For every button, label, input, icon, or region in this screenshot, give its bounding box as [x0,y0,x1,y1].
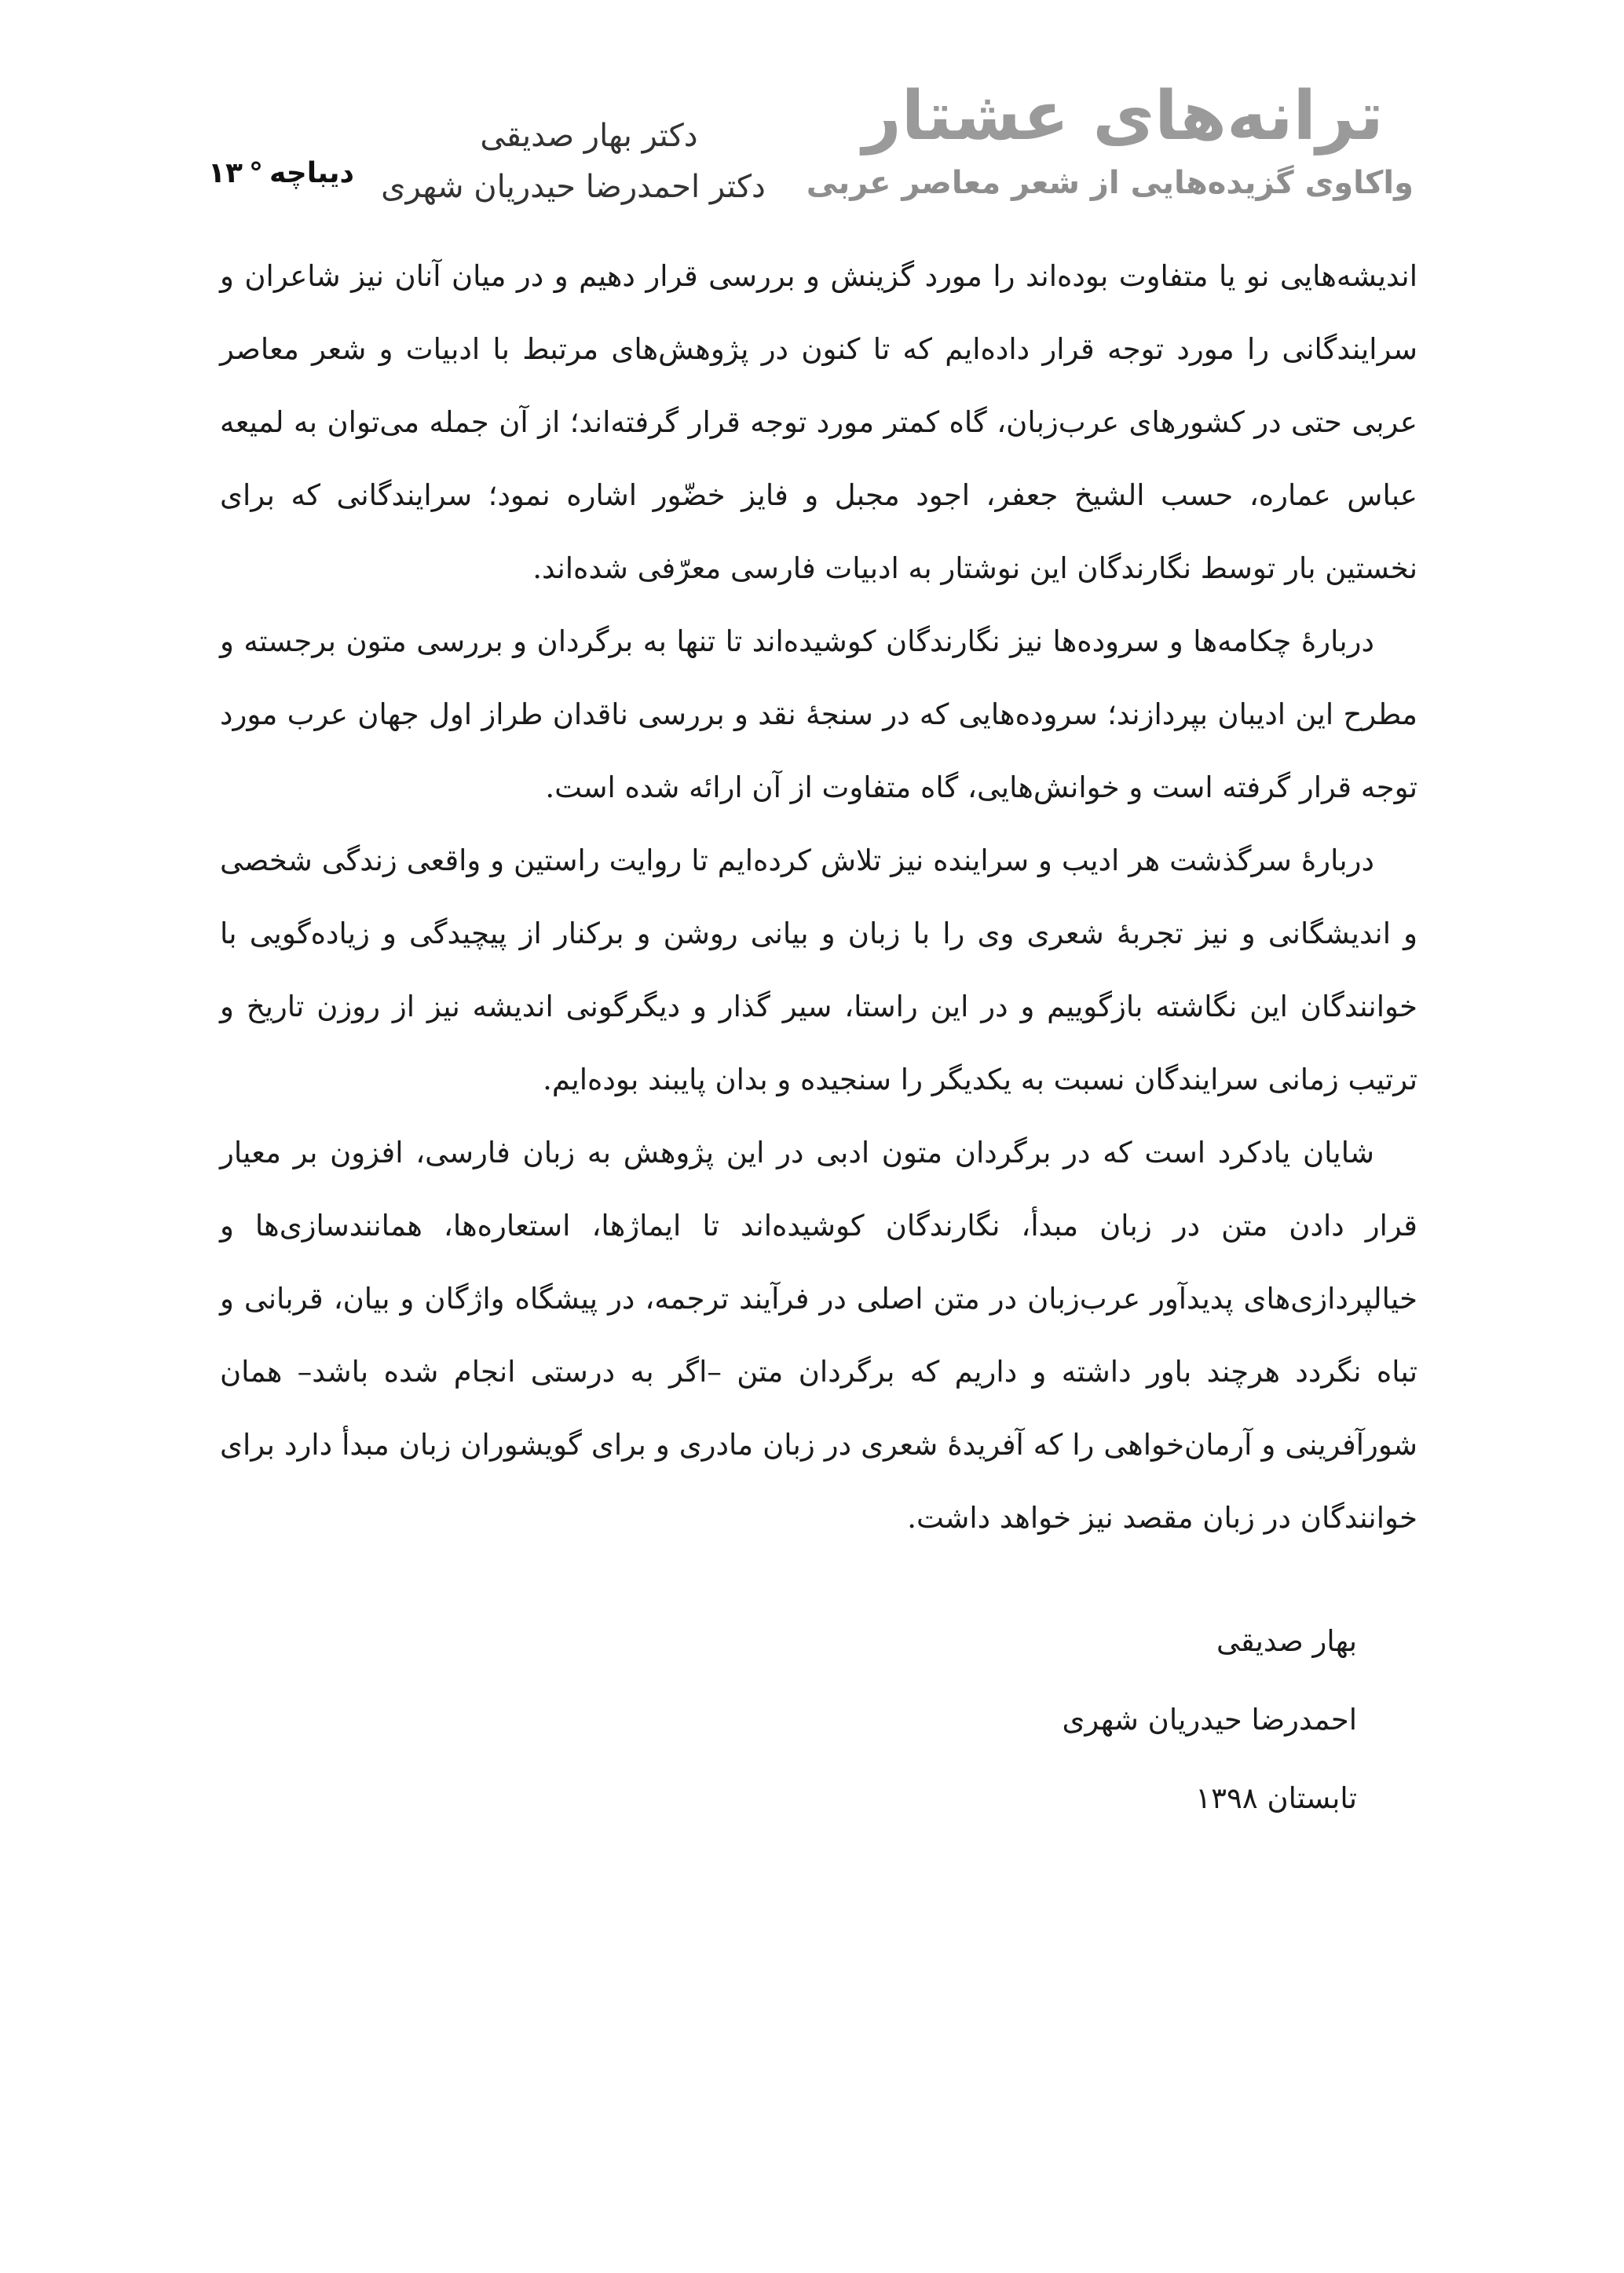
author-name-1: دکتر بهار صدیقی [480,118,698,154]
paragraph: دربارهٔ چکامه‌ها و سروده‌ها نیز نگارندگان کوشیده‌اند تا تنها به برگردان و بررسی متون برجسته و مطرح این ادیبان بپردازند؛ سروده‌هایی که در سنجهٔ نقد و بررسی ناقدان طراز اول جهان عرب مورد توجه قرار گرفته است و خوانش‌هایی، گاه متفاوت از آن ارائه شده است. [220,624,1417,804]
running-head [208,157,365,189]
signature-date: تابستان ۱۳۹۸ [1195,1781,1357,1815]
signature-block [886,1602,1357,1838]
body-text [220,240,1417,1554]
page-header [0,0,1624,236]
paragraph: اندیشه‌هایی نو یا متفاوت بوده‌اند را مورد گزینش و بررسی قرار دهیم و در میان آنان نیز شاعران و سرایندگانی را مورد توجه قرار داده‌ایم که تا کنون در پژوهش‌های مرتبط با ادبیات و شعر معاصر عربی حتی در کشورهای عرب‌زبان، گاه کمتر مورد توجه قرار گرفته‌اند؛ از آن جمله می‌توان به لمیعه عباس عماره، حسب الشیخ جعفر، اجود مجبل و فایز خضّور اشاره نمود؛ سرایندگانی که برای نخستین بار توسط نگارندگان این نوشتار به ادبیات فارسی معرّفی شده‌اند. [220,259,1417,585]
section-label: دیباچه [269,157,354,189]
paragraph: دربارهٔ سرگذشت هر ادیب و سراینده نیز تلاش کرده‌ایم تا روایت راستین و واقعی زندگی شخصی و اندیشگانی و نیز تجربهٔ شعری وی را با زبان و بیانی روشن و برکنار از پیچیدگی و زیاده‌گویی با خوانندگان این نگاشته بازگوییم و در این راستا، سیر گذار و دیگرگونی اندیشه نیز از روزن تاریخ و ترتیب زمانی سرایندگان نسبت به یکدیگر را سنجیده و بدان پایبند بوده‌ایم. [220,844,1417,1096]
paragraph: شایان یادکرد است که در برگردان متون ادبی در این پژوهش به زبان فارسی، افزون بر معیار قرار دادن متن در زبان مبدأ، نگارندگان کوشیده‌اند تا ایماژها، استعاره‌ها، همانندسازی‌ها و خیالپردازی‌های پدیدآور عرب‌زبان در متن اصلی در فرآیند ترجمه، در پیشگاه واژگان و بیان، قربانی و تباه نگردد هرچند باور داشته و داریم که برگردان متن –اگر به درستی انجام شده باشد– همان شورآفرینی و آرمان‌خواهی را که آفریدهٔ شعری در زبان مادری و برای گویشوران زبان مبدأ دارد برای خوانندگان در زبان مقصد نیز خواهد داشت. [220,1136,1417,1535]
signature-name-2: احمدرضا حیدریان شهری [1062,1703,1357,1737]
book-title-logo: ترانه‌های عشتار [862,77,1384,156]
book-subtitle: واکاوی گزیده‌هایی از شعر معاصر عربی [806,165,1414,201]
author-name-2: دکتر احمدرضا حیدریان شهری [381,169,766,205]
separator-dot-icon: ° [248,157,263,189]
signature-name-1: بهار صدیقی [1216,1624,1357,1658]
page-number: ۱۳ [208,157,243,189]
